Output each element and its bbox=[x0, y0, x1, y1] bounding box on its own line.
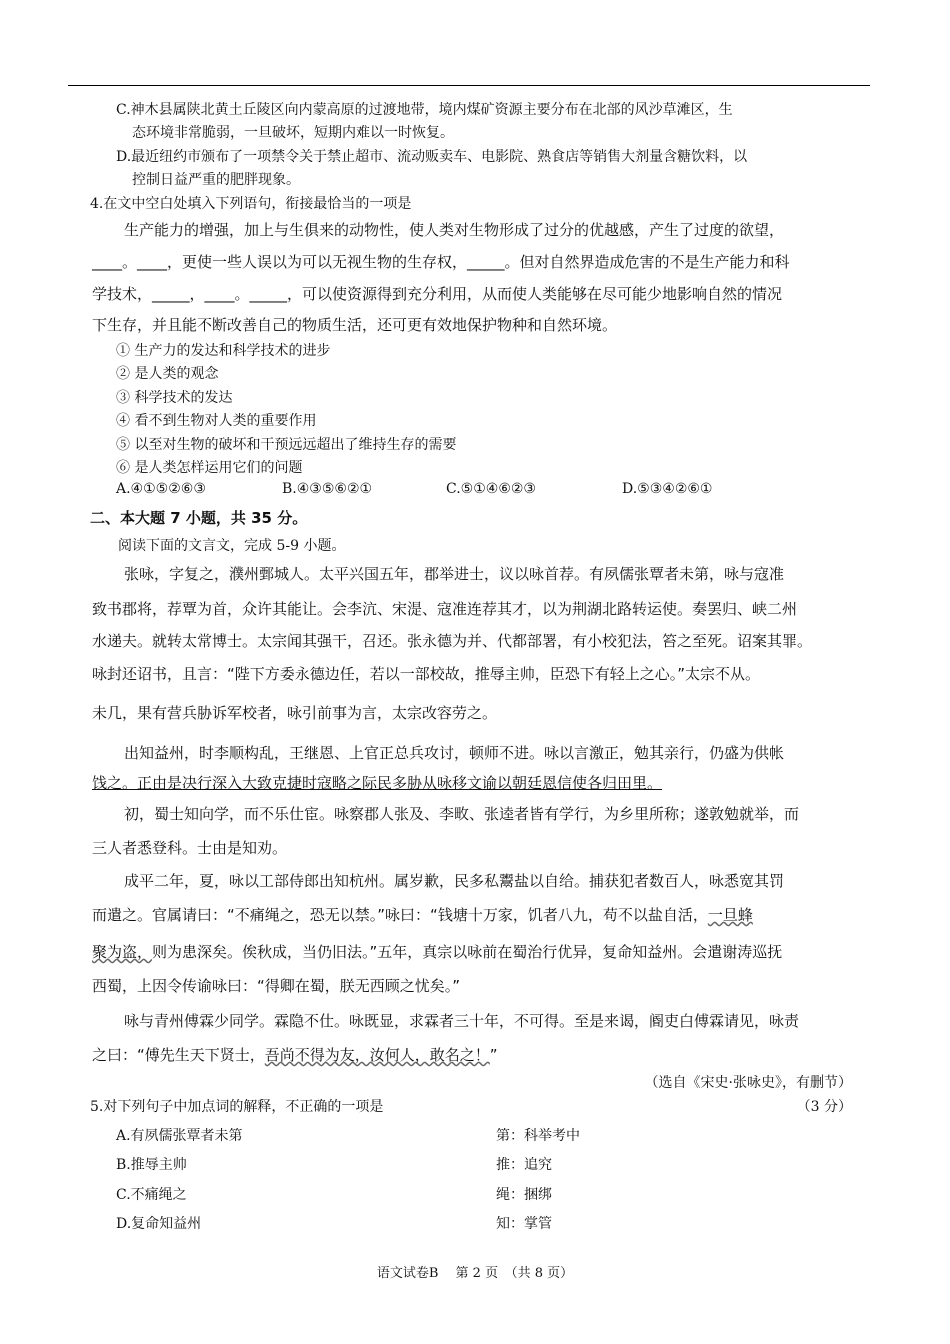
classical-text-line: 西蜀，上因令传谕咏曰：“得卿在蜀，朕无西顾之忧矣。” bbox=[92, 977, 461, 995]
classical-text-line bbox=[92, 1044, 498, 1065]
classical-text-line: 咏封还诏书，且言：“陛下方委永德边任，若以一部校故，推辱主帅，臣恐下有轻上之心。”太宗不从。 bbox=[92, 665, 761, 683]
question-5-score: （3 分） bbox=[796, 1099, 852, 1115]
q5-option-a: A.有夙儒张覃者未第 bbox=[116, 1128, 243, 1144]
text-segment: ” bbox=[489, 1046, 498, 1064]
source-citation: （选自《宋史·张咏史》，有删节） bbox=[644, 1075, 852, 1091]
text-segment: 之曰：“傅先生天下贤士， bbox=[92, 1046, 265, 1064]
answer-c: C.⑤①④⑥②③ bbox=[446, 481, 536, 497]
choice-c-line2: 态环境非常脆弱，一旦破坏，短期内难以一时恢复。 bbox=[132, 125, 454, 141]
classical-text-line: 三人者悉登科。士由是知劝。 bbox=[92, 839, 288, 857]
option-4: ④ 看不到生物对人类的重要作用 bbox=[116, 413, 317, 429]
option-3: ③ 科学技术的发达 bbox=[116, 390, 233, 406]
q5-option-b: B.推辱主帅 bbox=[116, 1157, 187, 1173]
header-rule bbox=[68, 85, 870, 86]
classical-text-line: 出知益州，时李顺构乱，王继恩、上官正总兵攻讨，顿师不进。咏以言激正，勉其亲行，仍盛为供帐 bbox=[124, 744, 785, 762]
classical-text-line bbox=[92, 904, 753, 925]
option-6: ⑥ 是人类怎样运用它们的问题 bbox=[116, 460, 303, 476]
classical-text-line: 张咏，字复之，濮州鄄城人。太平兴国五年，郡举进士，议以咏首荐。有夙儒张覃者未第，咏与寇准 bbox=[124, 565, 785, 583]
passage-line: 生产能力的增强，加上与生俱来的动物性，使人类对生物形成了过分的优越感，产生了过度的欲望， bbox=[124, 221, 785, 239]
classical-text-line: 咏与青州傅霖少同学。霖隐不仕。咏既显，求霖者三十年，不可得。至是来谒，阍吏白傅霖请见，咏责 bbox=[124, 1012, 800, 1030]
page-footer: 语文试卷B 第 2 页 （共 8 页） bbox=[376, 1266, 574, 1281]
q5-option-a-definition: 第：科举考中 bbox=[496, 1128, 580, 1144]
classical-text-line: 未几，果有营兵胁诉军校者，咏引前事为言，太宗改容劳之。 bbox=[92, 704, 498, 722]
q5-option-c-definition: 绳：捆绑 bbox=[496, 1187, 552, 1203]
reading-instruction: 阅读下面的文言文，完成 5-9 小题。 bbox=[118, 538, 346, 554]
q5-option-d-definition: 知：掌管 bbox=[496, 1216, 552, 1232]
q5-option-d: D.复命知益州 bbox=[116, 1216, 202, 1232]
classical-text-line bbox=[92, 941, 782, 962]
passage-line: 下生存，并且能不断改善自己的物质生活，还可更有效地保护物种和自然环境。 bbox=[92, 316, 618, 334]
choice-c-line1: C.神木县属陕北黄土丘陵区向内蒙高原的过渡地带，境内煤矿资源主要分布在北部的风沙草滩区，生 bbox=[116, 102, 733, 118]
wavy-underlined-segment: 聚为盗， bbox=[92, 943, 153, 961]
choice-d-line1: D.最近纽约市颁布了一项禁令关于禁止超市、流动贩卖车、电影院、熟食店等销售大剂量含糖饮料，以 bbox=[116, 149, 748, 165]
text-segment: 而遣之。官属请曰：“不痛绳之，恐无以禁。”咏曰：“钱塘十万家，饥者八九，苟不以盐自活， bbox=[92, 906, 708, 924]
wavy-underlined-segment: 一旦蜂 bbox=[707, 906, 753, 924]
classical-text-line: 致书郡将，荐覃为首，众许其能让。会李沆、宋湜、寇准连荐其才，以为荆湖北路转运使。奏罢归、峡二州 bbox=[92, 600, 798, 618]
option-5: ⑤ 以至对生物的破坏和干预远远超出了维持生存的需要 bbox=[116, 437, 457, 453]
passage-line: 学技术，_____，____。_____，可以使资源得到充分利用，从而使人类能够在尽可能少地影响自然的情况 bbox=[92, 285, 783, 303]
answer-d: D.⑤③④②⑥① bbox=[622, 481, 713, 497]
answer-b: B.④③⑤⑥②① bbox=[282, 481, 373, 497]
passage-line: ____。____，更使一些人误以为可以无视生物的生存权，_____。但对自然界造成危害的不是生产能力和科 bbox=[92, 253, 790, 271]
q5-option-c: C.不痛绳之 bbox=[116, 1187, 187, 1203]
question-5: 5.对下列句子中加点词的解释，不正确的一项是 bbox=[90, 1099, 384, 1115]
option-2: ② 是人类的观念 bbox=[116, 366, 219, 382]
classical-text-line: 初，蜀士知向学，而不乐仕宦。咏察郡人张及、李畋、张逵者皆有学行，为乡里所称；遂敦勉就举，而 bbox=[124, 805, 800, 823]
section-2-heading: 二、本大题 7 小题，共 35 分。 bbox=[90, 509, 308, 527]
underlined-sentence: 饯之。正由是决行深入大致克捷时寇略之际民多胁从咏移文谕以朝廷恩信使各归田里。 bbox=[92, 774, 663, 792]
option-1: ① 生产力的发达和科学技术的进步 bbox=[116, 343, 331, 359]
wavy-underlined-segment: 吾尚不得为友，汝何人，敢名之！ bbox=[264, 1046, 490, 1064]
classical-text-line: 成平二年，夏，咏以工部侍郎出知杭州。属岁歉，民多私鬻盐以自给。捕获犯者数百人，咏悉宽其罚 bbox=[124, 872, 785, 890]
answer-a: A.④①⑤②⑥③ bbox=[116, 481, 206, 497]
classical-text-line: 水递夫。就转太常博士。太宗闻其强干，召还。张永德为并、代都部署，有小校犯法，笞之至死。诏案其罪。 bbox=[92, 632, 813, 650]
choice-d-line2: 控制日益严重的肥胖现象。 bbox=[132, 172, 300, 188]
text-segment: 则为患深矣。俟秋成，当仍旧法。”五年，真宗以咏前在蜀治行优异，复命知益州。会遣谢涛巡抚 bbox=[152, 943, 783, 961]
question-4: 4.在文中空白处填入下列语句，衔接最恰当的一项是 bbox=[90, 196, 412, 212]
q5-option-b-definition: 推：追究 bbox=[496, 1157, 552, 1173]
